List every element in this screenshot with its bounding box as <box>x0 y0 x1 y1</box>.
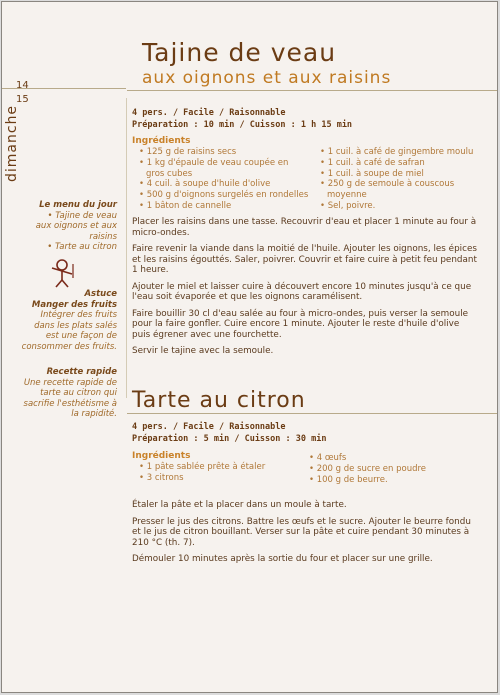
astuce-text: Intégrer des fruits <box>40 310 117 320</box>
rapide-text: sacrifie l'esthétisme à <box>23 398 117 409</box>
ingredient-item: • 1 cuil. à café de gingembre moulu <box>320 147 480 158</box>
ingredient-item: • 1 kg d'épaule de veau coupée en gros cubes <box>139 158 309 180</box>
menu-box <box>36 200 117 253</box>
menu-item: • Tajine de veau <box>47 210 117 221</box>
ingredient-item: • 100 g de beurre. <box>309 475 469 486</box>
astuce-text: est une façon de <box>45 331 117 341</box>
step-text: Placer les raisins dans une tasse. Recouvrir d'eau et placer 1 minute au four à micro-ondes. <box>132 217 477 238</box>
ingredient-item: • 500 g d'oignons surgelés en rondelles <box>139 190 309 201</box>
recipe1-subtitle: aux oignons et aux raisins <box>142 68 392 88</box>
recipe2-ingredients-heading: Ingrédients <box>132 451 191 461</box>
rapide-text: tarte au citron qui <box>40 388 117 398</box>
menu-item: raisins <box>89 231 117 242</box>
rapide-text: Une recette rapide de <box>23 377 117 388</box>
recipe2-title: Tarte au citron <box>132 388 306 413</box>
page-number-left: 14 <box>16 80 29 91</box>
day-label: dimanche <box>4 104 20 182</box>
astuce-box <box>22 289 117 352</box>
astuce-heading: Astuce <box>84 289 117 299</box>
recipe1-ingredients-left <box>139 147 309 212</box>
ingredient-item: • 4 œufs <box>309 453 469 464</box>
recipe2-ingredients-left <box>139 462 299 484</box>
step-text: Démouler 10 minutes après la sortie du four et placer sur une grille. <box>132 554 433 564</box>
recipe1-ingredients-right <box>320 147 480 212</box>
recipe1-steps <box>132 217 477 363</box>
rapide-heading: Recette rapide <box>46 367 117 377</box>
ingredient-item: • 1 cuil. à soupe de miel <box>320 169 480 180</box>
cookbook-page <box>1 1 498 693</box>
recipe1-title: Tajine de veau <box>142 38 337 67</box>
step-text: Faire bouillir 30 cl d'eau salée au four à micro-ondes, puis verser la semoule pour la faire gonfler. Cuire encore 1 minute. Ajouter le reste d'huile d'olive puis égrener avec une fourchette. <box>132 308 469 340</box>
rapide-text: la rapidité. <box>71 409 117 419</box>
menu-item: aux oignons et aux <box>35 221 117 231</box>
astuce-subheading: Manger des fruits <box>31 299 117 310</box>
step-text: Servir le tajine avec la semoule. <box>132 346 274 356</box>
title-underline <box>127 90 498 91</box>
ingredient-item: • 250 g de semoule à couscous moyenne <box>320 179 480 201</box>
menu-heading: Le menu du jour <box>39 200 117 210</box>
page-number-right: 15 <box>16 94 29 105</box>
recipe2-underline <box>127 413 498 414</box>
step-text: Faire revenir la viande dans la moitié de l'huile. Ajouter les oignons, les épices et les raisins égouttés. Saler, poivrer. Couvrir et faire cuire à petit feu pendant 1 heure. <box>132 244 477 275</box>
ingredient-item: • Sel, poivre. <box>320 201 480 212</box>
ingredient-item: • 1 pâte sablée prête à étaler <box>139 462 299 473</box>
ingredient-item: • 1 bâton de cannelle <box>139 201 309 212</box>
recipe2-ingredients-right <box>309 453 469 485</box>
step-text: Presser le jus des citrons. Battre les œufs et le sucre. Ajouter le beurre fondu et le jus de citron bouillant. Verser sur la pâte et cuire pendant 30 minutes à 210 °C (th. 7). <box>132 516 471 548</box>
sidebar-vertical-rule <box>126 98 127 398</box>
ingredient-item: • 125 g de raisins secs <box>139 147 309 158</box>
menu-item: • Tarte au citron <box>47 242 117 252</box>
astuce-chef-icon <box>46 258 78 288</box>
astuce-text: consommer des fruits. <box>21 341 117 352</box>
recipe1-meta2: Préparation : 10 min / Cuisson : 1 h 15 min <box>132 120 353 130</box>
step-text: Ajouter le miel et laisser cuire à découvert encore 10 minutes jusqu'à ce que l'eau soit évaporée et que les oignons caramélisent. <box>132 281 472 302</box>
recipe2-meta1: 4 pers. / Facile / Raisonnable <box>132 422 286 432</box>
recipe2-meta2: Préparation : 5 min / Cuisson : 30 min <box>132 434 327 444</box>
ingredient-item: • 200 g de sucre en poudre <box>309 464 469 475</box>
recipe1-ingredients-heading: Ingrédients <box>132 136 191 146</box>
astuce-text: dans les plats salés <box>34 320 117 331</box>
ingredient-item: • 4 cuil. à soupe d'huile d'olive <box>139 179 309 190</box>
rapide-box <box>24 367 117 420</box>
recipe1-meta1: 4 pers. / Facile / Raisonnable <box>132 108 286 118</box>
ingredient-item: • 3 citrons <box>139 473 299 484</box>
ingredient-item: • 1 cuil. à café de safran <box>320 158 480 169</box>
recipe2-steps <box>132 500 477 571</box>
step-text: Étaler la pâte et la placer dans un moule à tarte. <box>132 500 347 510</box>
